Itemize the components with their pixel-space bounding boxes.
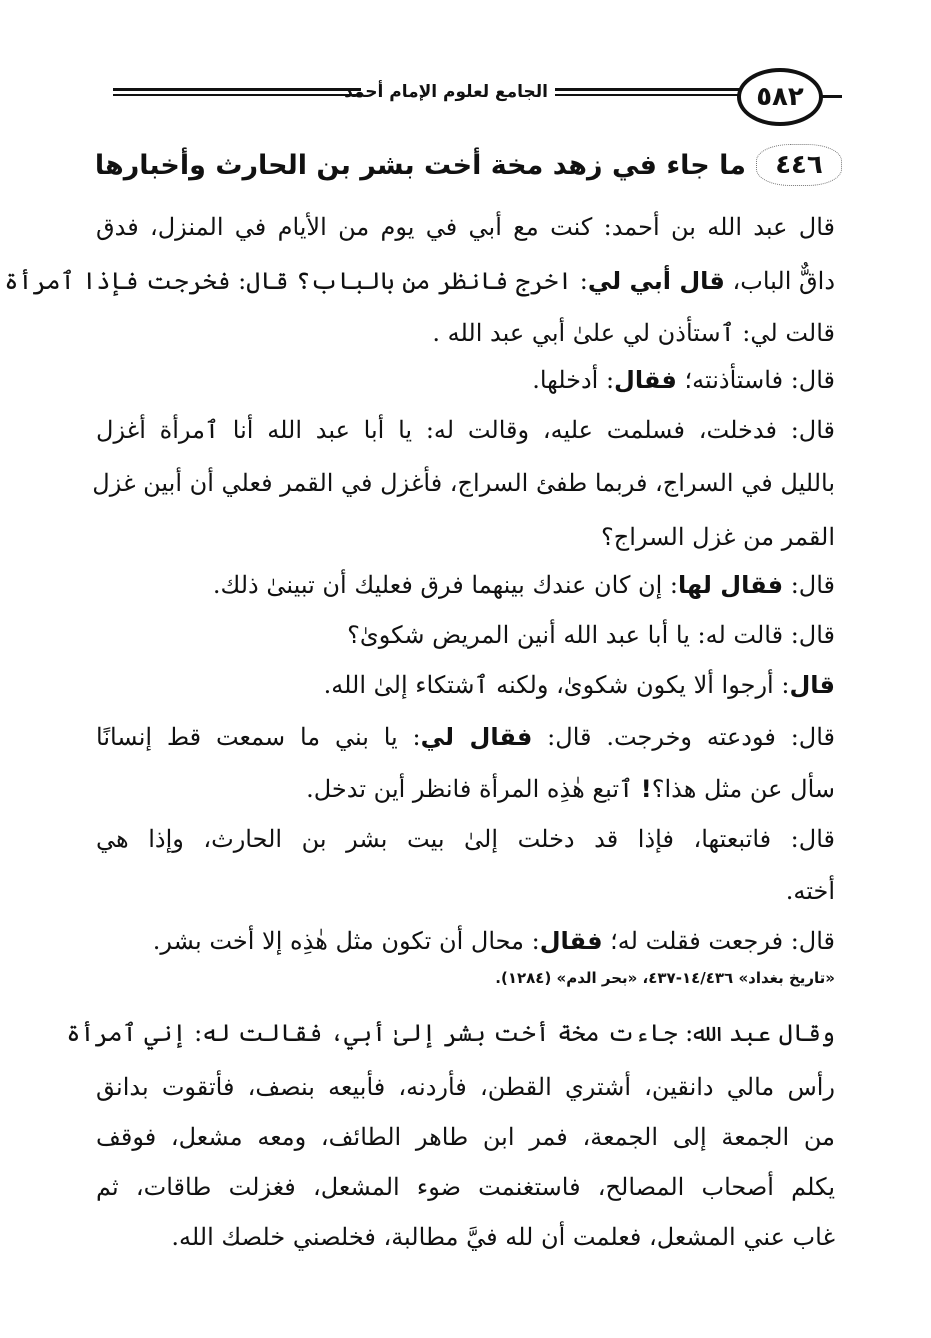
header-rule-right-top: [555, 88, 741, 91]
text-line: قال: فاتبعتها، فإذا قد دخلت إلىٰ بيت بشر بن الحارث، وإذا هي: [96, 825, 835, 853]
text-line: قالت لي: ٱستأذن لي علىٰ أبي عبد الله .: [432, 319, 835, 347]
text-line: قال عبد الله بن أحمد: كنت مع أبي في يوم من الأيام في المنزل، فدق: [96, 213, 835, 241]
text-line: يكلم أصحاب المصالح، فاستغنمت ضوء المشعل، فغزلت طاقات، ثم: [96, 1173, 835, 1201]
header-rule-left-bottom: [113, 94, 361, 96]
text-line: داقٌّ الباب، قال أبي لي: اخرج فانظر من بالباب؟ قال: فخرجت فإذا ٱمرأة: [4, 267, 835, 295]
text-line: القمر من غزل السراج؟: [600, 523, 835, 551]
text-line: قال: قالت له: يا أبا عبد الله أنين المريض شكوىٰ؟: [347, 621, 835, 649]
citation: «تاريخ بغداد» ١٤/٤٣٦-٤٣٧، «بحر الدم» (١٢٨٤).: [495, 969, 835, 987]
text-line: رأس مالي دانقين، أشتري القطن، فأردنه، فأبيعه بنصف، فأتقوت بدانق: [96, 1073, 835, 1101]
text-line: من الجمعة إلى الجمعة، فمر ابن طاهر الطائف، ومعه مشعل، فوقف: [96, 1123, 835, 1151]
text-line: وقال عبد الله: جاءت مخة أخت بشر إلىٰ أبي، فقالت له: إني ٱمرأة: [66, 1019, 835, 1047]
header-rule-right-bottom: [555, 94, 741, 96]
page-number-badge: [737, 68, 823, 126]
text-line: أخته.: [785, 877, 835, 905]
text-line: سأل عن مثل هذا؟! ٱتبع هٰذِه المرأة فانظر أين تدخل.: [306, 775, 835, 803]
text-line: غاب عني المشعل، فعلمت أن لله فيَّ مطالبة، فخلصني خلصك الله.: [171, 1223, 835, 1251]
section-number: ٤٤٦: [760, 150, 838, 180]
text-line: قال: أرجوا ألا يكون شكوىٰ، ولكنه ٱشتكاء إلىٰ الله.: [323, 671, 835, 699]
text-line: بالليل في السراج، فربما طفئ السراج، فأغزل في القمر فعلي أن أبين غزل: [92, 469, 835, 497]
header-rule-left-top: [113, 88, 361, 91]
section-title: ما جاء في زهد مخة أخت بشر بن الحارث وأخبارها: [94, 150, 746, 181]
text-line: قال: فقال لها: إن كان عندك بينهما فرق فعليك أن تبينىٰ ذلك.: [212, 571, 835, 599]
running-title: الجامع لعلوم الإمام أحمد: [344, 82, 548, 102]
text-line: قال: فاستأذنته؛ فقال: أدخلها.: [532, 366, 835, 394]
page-number: ٥٨٢: [756, 82, 804, 112]
text-line: قال: فدخلت، فسلمت عليه، وقالت له: يا أبا عبد الله أنا ٱمرأة أغزل: [96, 416, 835, 444]
header-ornament: [820, 95, 842, 98]
text-line: قال: فرجعت فقلت له؛ فقال: محال أن تكون مثل هٰذِه إلا أخت بشر.: [152, 927, 835, 955]
text-line: قال: فودعته وخرجت. قال: فقال لي: يا بني ما سمعت قط إنسانًا: [96, 723, 835, 751]
